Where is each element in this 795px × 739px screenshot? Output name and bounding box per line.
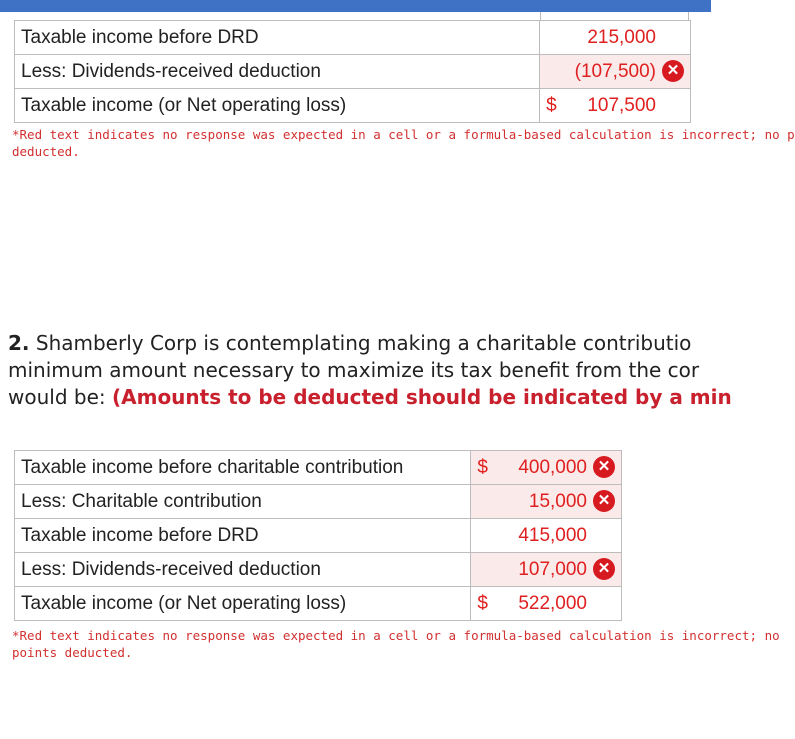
answer-cell[interactable] <box>471 587 622 621</box>
row-label: Less: Dividends-received deduction <box>15 55 540 89</box>
table-row <box>15 55 691 89</box>
instruction-hint: (Amounts to be deducted should be indicated by a min <box>111 385 732 409</box>
note-line: *Red text indicates no response was expected in a cell or a formula-based calculation is incorrect; no <box>12 628 780 643</box>
red-text-note <box>12 627 780 661</box>
note-line: deducted. <box>12 144 80 159</box>
answer-cell[interactable] <box>540 89 691 123</box>
answer-value: 107,000 <box>518 558 587 580</box>
answer-cell[interactable] <box>540 55 691 89</box>
row-label: Less: Dividends-received deduction <box>15 553 471 587</box>
answer-cell[interactable] <box>471 485 622 519</box>
question-line: would be: <box>8 385 112 409</box>
table-row <box>15 21 691 55</box>
answer-cell[interactable] <box>471 553 622 587</box>
dollar-sign: $ <box>477 456 488 478</box>
answer-cell[interactable] <box>540 21 691 55</box>
x-circle-icon: ✕ <box>662 60 684 82</box>
answer-value: 522,000 <box>518 592 587 614</box>
question-line: Shamberly Corp is contemplating making a charitable contributio <box>35 331 692 355</box>
red-text-note <box>12 126 795 160</box>
answer-cell[interactable] <box>471 519 622 553</box>
answer-value: (107,500) <box>574 60 656 82</box>
note-line: points deducted. <box>12 645 133 660</box>
table-row <box>15 553 622 587</box>
row-label: Taxable income before DRD <box>15 21 540 55</box>
table-row <box>15 89 691 123</box>
dollar-sign: $ <box>477 592 488 614</box>
table-row <box>15 451 622 485</box>
top-bar <box>0 0 711 12</box>
table-1 <box>14 20 691 123</box>
answer-value: 415,000 <box>518 524 587 546</box>
x-circle-icon: ✕ <box>593 558 615 580</box>
note-line: *Red text indicates no response was expected in a cell or a formula-based calculation is incorrect; no p <box>12 127 795 142</box>
answer-value: 400,000 <box>518 456 587 478</box>
table-row <box>15 519 622 553</box>
dollar-sign: $ <box>546 94 557 116</box>
row-label: Taxable income before charitable contribution <box>15 451 471 485</box>
question-text <box>8 330 732 411</box>
answer-value: 215,000 <box>587 26 656 48</box>
x-circle-icon: ✕ <box>593 490 615 512</box>
row-label: Less: Charitable contribution <box>15 485 471 519</box>
question-number: 2. <box>8 331 30 355</box>
row-label: Taxable income before DRD <box>15 519 471 553</box>
row-label: Taxable income (or Net operating loss) <box>15 587 471 621</box>
answer-value: 107,500 <box>587 94 656 116</box>
table-row <box>15 587 622 621</box>
question-line: minimum amount necessary to maximize its tax benefit from the cor <box>8 358 700 382</box>
x-circle-icon: ✕ <box>593 456 615 478</box>
table-2 <box>14 450 622 621</box>
answer-value: 15,000 <box>528 490 587 512</box>
answer-cell[interactable] <box>471 451 622 485</box>
table-row <box>15 485 622 519</box>
row-label: Taxable income (or Net operating loss) <box>15 89 540 123</box>
